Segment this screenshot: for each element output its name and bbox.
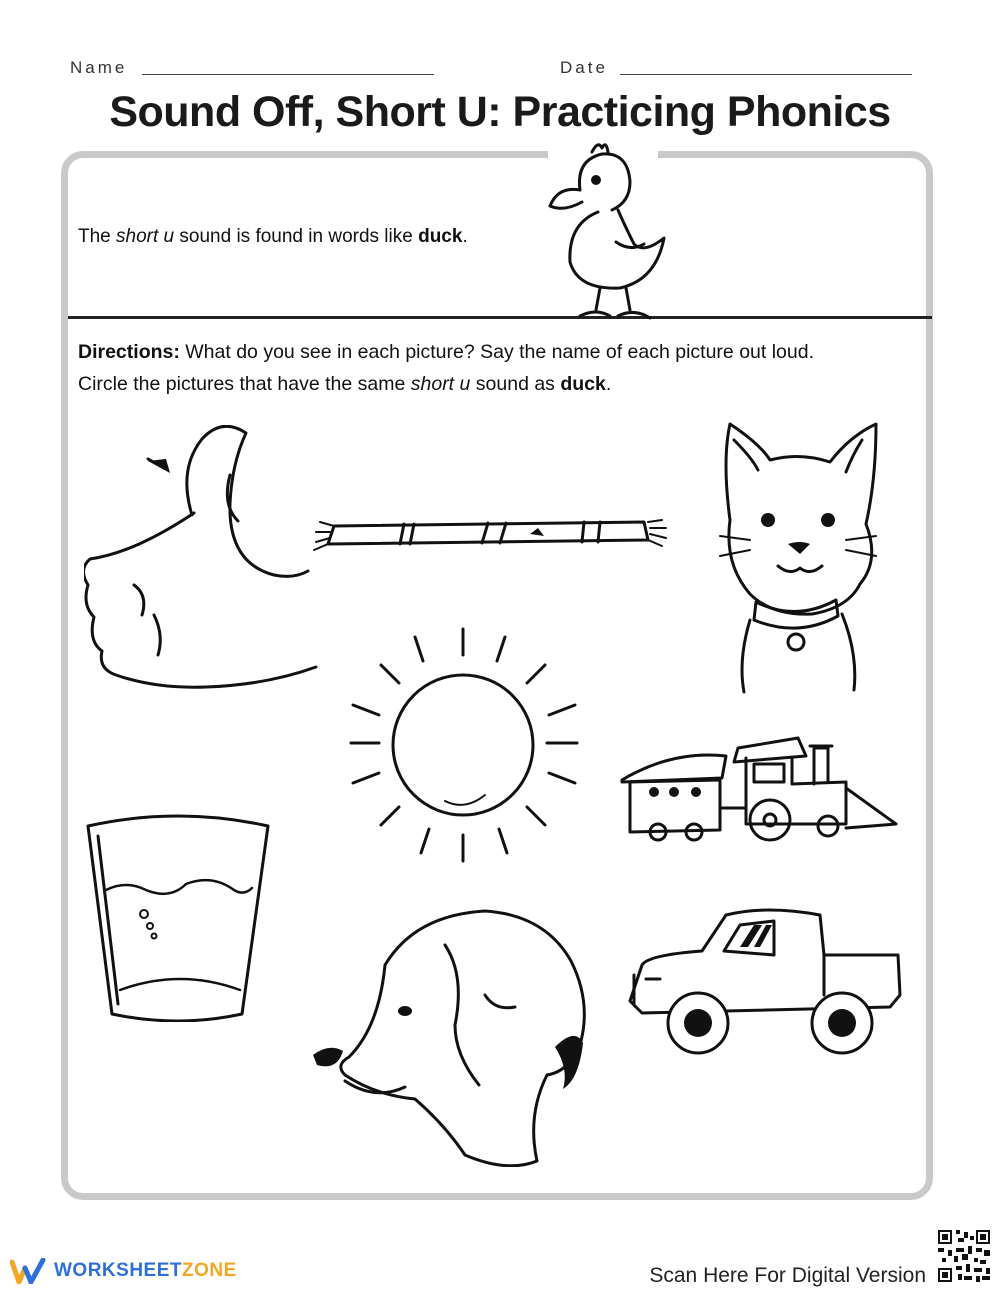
section-divider (68, 316, 932, 319)
sun-picture[interactable] (345, 625, 585, 865)
rug-picture[interactable] (310, 508, 675, 552)
date-label: Date (560, 58, 608, 77)
name-field[interactable] (142, 74, 434, 75)
cup-picture[interactable] (84, 810, 274, 1022)
truck-picture[interactable] (628, 905, 910, 1057)
thumb-picture[interactable] (84, 425, 324, 725)
scan-text: Scan Here For Digital Version (649, 1264, 926, 1287)
pup-picture[interactable] (305, 905, 590, 1167)
page-title: Sound Off, Short U: Practicing Phonics (109, 88, 891, 136)
cat-picture[interactable] (710, 420, 880, 698)
duck-picture (540, 130, 670, 326)
qr-code-icon[interactable] (936, 1228, 992, 1284)
directions-text: Directions: What do you see in each picture? Say the name of each picture out loud. Circle the pictures that have the same short u sound as duck. (78, 341, 814, 395)
train-picture[interactable] (620, 728, 900, 846)
brand-name: WORKSHEETZONE (54, 1260, 237, 1281)
brand-logo[interactable] (10, 1258, 237, 1284)
date-field[interactable] (620, 74, 912, 75)
w-logo-icon (10, 1258, 48, 1284)
intro-text: The short u sound is found in words like duck. (78, 226, 468, 247)
name-label: Name (70, 58, 128, 77)
